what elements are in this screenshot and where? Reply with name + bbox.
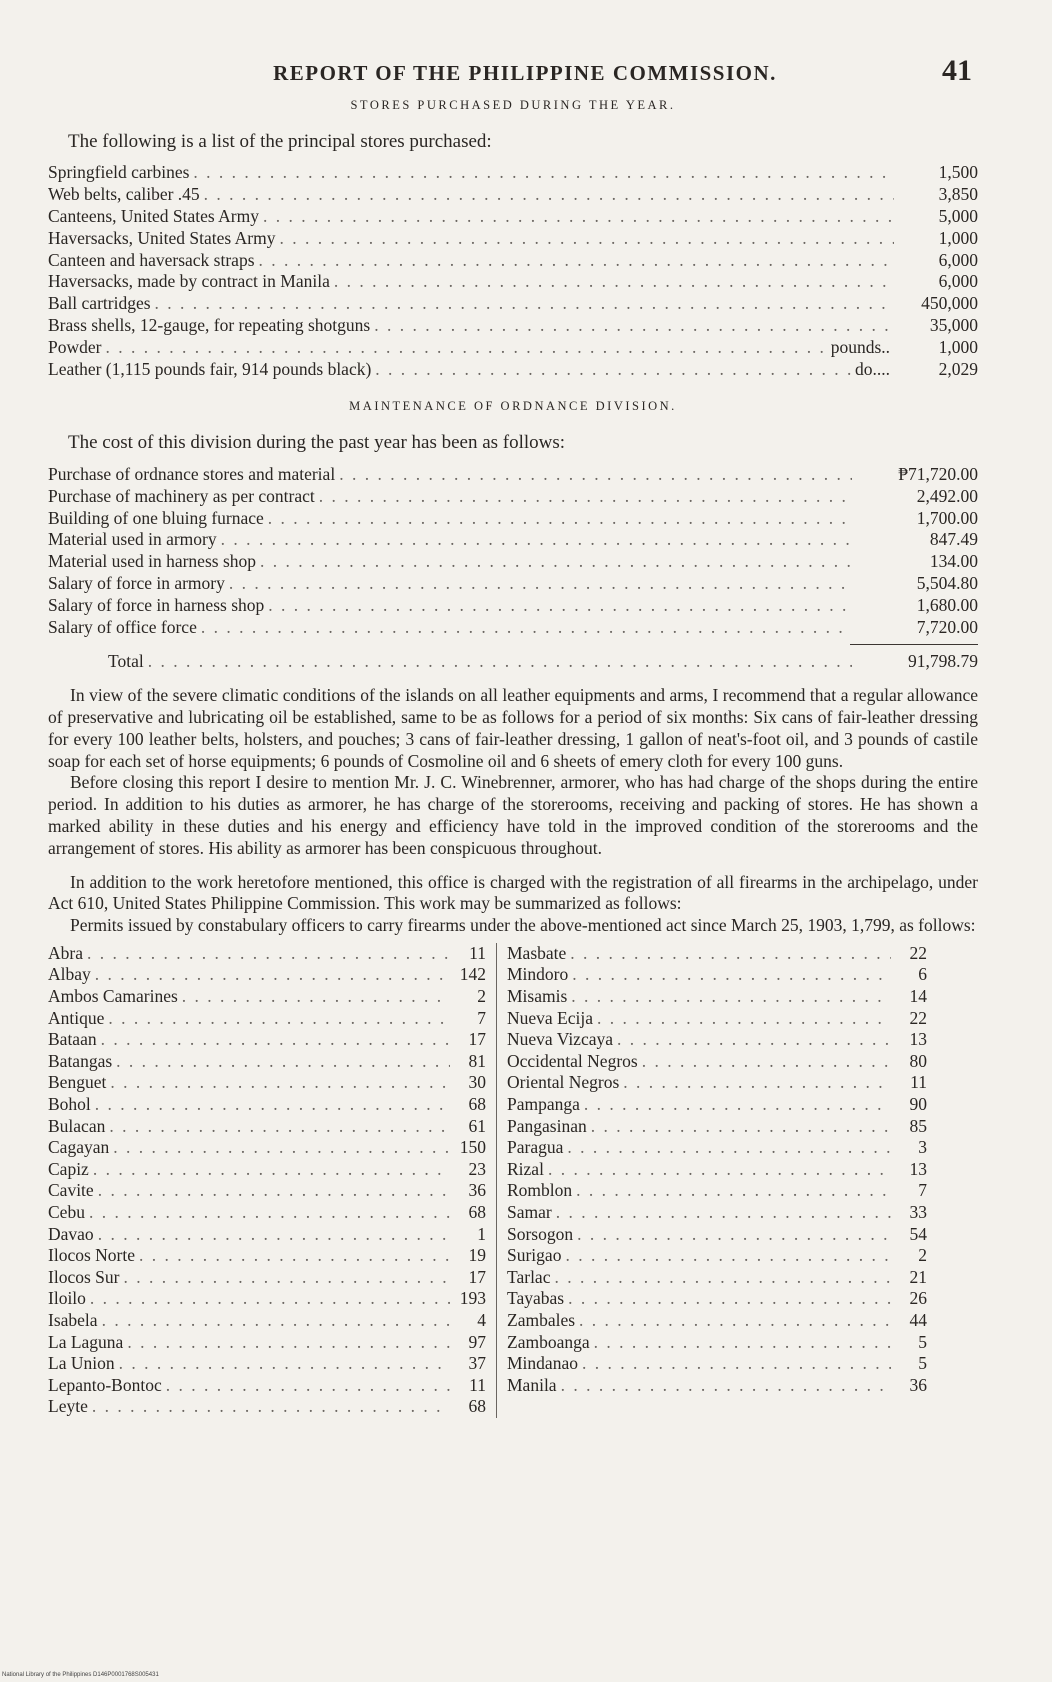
- row-label: Batangas: [48, 1050, 113, 1071]
- row-label: Bulacan: [48, 1115, 106, 1136]
- dot-leader: [139, 1245, 450, 1267]
- row-label: Isabela: [48, 1309, 98, 1330]
- province-row: [507, 1051, 927, 1073]
- row-label: Building of one bluing furnace: [48, 507, 264, 528]
- dot-leader: [572, 964, 891, 986]
- province-row: [48, 1332, 486, 1354]
- province-row: [48, 1202, 486, 1224]
- row-value: 450,000: [921, 293, 978, 314]
- province-row: [507, 1008, 927, 1030]
- row-value: 150: [459, 1137, 486, 1158]
- row-value: 23: [468, 1158, 486, 1179]
- province-row: [48, 964, 486, 986]
- row-value: 6,000: [938, 249, 978, 270]
- dot-leader: [623, 1072, 891, 1094]
- row-value: 1,000: [938, 336, 978, 357]
- dot-leader: [263, 206, 894, 228]
- row-value: ₱71,720.00: [898, 463, 978, 484]
- province-row: [507, 1202, 927, 1224]
- row-label: Zambales: [507, 1309, 576, 1330]
- row-value: 61: [468, 1115, 486, 1136]
- dot-leader: [577, 1224, 891, 1246]
- row-value: 37: [468, 1353, 486, 1374]
- province-row: [48, 1396, 486, 1418]
- row-label: Bataan: [48, 1029, 97, 1050]
- running-title: REPORT OF THE PHILIPPINE COMMISSION.: [273, 61, 777, 85]
- row-label: Leyte: [48, 1396, 88, 1417]
- row-value: 68: [468, 1396, 486, 1417]
- row-label: Haversacks, United States Army: [48, 227, 276, 248]
- scan-credit: National Library of the Philippines D146P0001768S005431: [2, 1672, 159, 1678]
- row-label: Purchase of ordnance stores and material: [48, 463, 336, 484]
- row-label: Web belts, caliber .45: [48, 184, 200, 205]
- row-value: 13: [909, 1158, 927, 1179]
- provinces-table: [48, 943, 978, 1418]
- dot-leader: [155, 293, 894, 315]
- province-row: [48, 1029, 486, 1051]
- row-label: Ambos Camarines: [48, 986, 178, 1007]
- row-label: Occidental Negros: [507, 1050, 638, 1071]
- row-label: Antique: [48, 1007, 105, 1028]
- store-item-row: [48, 337, 978, 359]
- maintenance-intro: The cost of this division during the past year has been as follows:: [68, 432, 566, 454]
- dot-leader: [554, 1267, 891, 1289]
- row-label: Misamis: [507, 986, 568, 1007]
- paragraph-leather-allowance: In view of the severe climatic conditions of the islands on all leather equipments and arms, I recommend that a regular allowance of preservative and lubricating oil be established, same to be as follows for a period of six months: Six cans of fair-leather dressing for every 100 leather belts, holsters, and pouches; 3 cans of fair-leather dressing, 1 gallon of neat's-foot oil, and 3 pounds of castile soap for each set of horse equipments; 6 pounds of Cosmoline oil and 6 sheets of emery cloth for every 100 guns.: [48, 685, 978, 771]
- row-label: Mindoro: [507, 964, 569, 985]
- row-value: 1,700.00: [916, 507, 978, 528]
- province-row: [48, 1375, 486, 1397]
- row-value: 81: [468, 1050, 486, 1071]
- row-value: 1,000: [938, 227, 978, 248]
- province-row: [48, 1245, 486, 1267]
- paragraph-permits: Permits issued by constabulary officers to carry firearms under the above-mentioned act since March 25, 1903, 1,799, as follows:: [70, 915, 976, 936]
- row-value: 7,720.00: [916, 616, 978, 637]
- row-label: Lepanto-Bontoc: [48, 1374, 162, 1395]
- province-row: [507, 964, 927, 986]
- row-value: 33: [909, 1202, 927, 1223]
- row-label: Sorsogon: [507, 1223, 574, 1244]
- row-label: Cavite: [48, 1180, 94, 1201]
- row-value: 5: [918, 1353, 927, 1374]
- cost-item-row: [48, 464, 978, 486]
- province-row: [48, 1180, 486, 1202]
- row-value: 90: [909, 1094, 927, 1115]
- row-value: 11: [910, 1072, 927, 1093]
- store-item-row: [48, 206, 978, 228]
- dot-leader: [591, 1116, 891, 1138]
- province-row: [507, 1332, 927, 1354]
- dot-leader: [193, 162, 894, 184]
- row-value: 5,504.80: [916, 572, 978, 593]
- dot-leader: [582, 1353, 891, 1375]
- dot-leader: [334, 271, 894, 293]
- row-label: La Union: [48, 1353, 115, 1374]
- province-row: [507, 1137, 927, 1159]
- row-value: 22: [909, 942, 927, 963]
- dot-leader: [127, 1332, 450, 1354]
- row-value: 847.49: [929, 529, 978, 550]
- dot-leader: [594, 1332, 891, 1354]
- row-label: Canteens, United States Army: [48, 205, 259, 226]
- row-value: 142: [459, 964, 486, 985]
- row-label: Surigao: [507, 1245, 562, 1266]
- row-label: Tarlac: [507, 1266, 551, 1287]
- row-value: 17: [468, 1266, 486, 1287]
- dot-leader: [259, 250, 894, 272]
- store-item-row: [48, 184, 978, 206]
- dot-leader: [92, 1396, 450, 1418]
- dot-leader: [90, 1288, 450, 1310]
- row-value: 6: [918, 964, 927, 985]
- row-value: 11: [469, 1374, 486, 1395]
- row-value: 1,680.00: [916, 594, 978, 615]
- row-label: Mindanao: [507, 1353, 578, 1374]
- dot-leader: [268, 595, 852, 617]
- store-item-row: [48, 271, 978, 293]
- row-value: 36: [909, 1374, 927, 1395]
- row-label: Cagayan: [48, 1137, 110, 1158]
- dot-leader: [584, 1094, 891, 1116]
- costs-list: [48, 464, 978, 638]
- province-row: [507, 1310, 927, 1332]
- cost-item-row: [48, 529, 978, 551]
- row-value: 14: [909, 986, 927, 1007]
- row-label: Oriental Negros: [507, 1072, 620, 1093]
- dot-leader: [108, 1008, 450, 1030]
- row-value: 134.00: [929, 551, 978, 572]
- province-row: [507, 1375, 927, 1397]
- dot-leader: [260, 551, 852, 573]
- row-value: 3,850: [938, 184, 978, 205]
- row-value: 2: [918, 1245, 927, 1266]
- paragraph-armorer: Before closing this report I desire to mention Mr. J. C. Winebrenner, armorer, who has had charge of the shops during the entire period. In addition to his duties as armorer, he has charge of the storerooms, receiving and packing of stores. He has shown a marked ability in these duties and his energy and efficiency have told in the improved condition of the storerooms and the arrangement of stores. His ability as armorer has been conspicuous throughout.: [48, 772, 978, 858]
- row-label: Albay: [48, 964, 91, 985]
- row-value: 1: [477, 1223, 486, 1244]
- provinces-right-column: [497, 943, 927, 1418]
- province-row: [48, 1116, 486, 1138]
- dot-leader: [561, 1375, 891, 1397]
- maintenance-heading: MAINTENANCE OF ORDNANCE DIVISION.: [349, 399, 677, 414]
- dot-leader: [565, 1245, 891, 1267]
- row-value: 1,500: [938, 162, 978, 183]
- row-label: Material used in armory: [48, 529, 217, 550]
- dot-leader: [568, 1288, 891, 1310]
- dot-leader: [123, 1267, 450, 1289]
- dot-leader: [102, 1310, 450, 1332]
- row-label: Material used in harness shop: [48, 551, 257, 572]
- provinces-left-column: [48, 943, 497, 1418]
- store-item-row: [48, 359, 978, 381]
- province-row: [507, 1180, 927, 1202]
- dot-leader: [87, 943, 450, 965]
- row-label: Zamboanga: [507, 1331, 590, 1352]
- dot-leader: [148, 651, 852, 673]
- row-value: 19: [468, 1245, 486, 1266]
- province-row: [507, 1159, 927, 1181]
- row-label: Davao: [48, 1223, 94, 1244]
- dot-leader: [119, 1353, 450, 1375]
- cost-item-row: [48, 508, 978, 530]
- store-item-row: [48, 250, 978, 272]
- dot-leader: [101, 1029, 450, 1051]
- store-item-row: [48, 293, 978, 315]
- province-row: [507, 986, 927, 1008]
- row-value: 35,000: [929, 314, 978, 335]
- row-label: Tayabas: [507, 1288, 565, 1309]
- row-label: Nueva Vizcaya: [507, 1029, 613, 1050]
- dot-leader: [642, 1051, 891, 1073]
- province-row: [48, 1094, 486, 1116]
- dot-leader: [374, 315, 894, 337]
- row-value: 17: [468, 1029, 486, 1050]
- paragraph-registration: In addition to the work heretofore mentioned, this office is charged with the registration of all firearms in the archipelago, under Act 610, United States Philippine Commission. This work may be summarized as follows:: [48, 871, 978, 914]
- row-label: Salary of force in harness shop: [48, 594, 265, 615]
- row-value: 6,000: [938, 271, 978, 292]
- row-value: 2,029: [938, 358, 978, 379]
- row-label: Abra: [48, 942, 83, 963]
- cost-item-row: [48, 551, 978, 573]
- dot-leader: [109, 1116, 450, 1138]
- row-value: 68: [468, 1094, 486, 1115]
- province-row: [48, 1353, 486, 1375]
- dot-leader: [98, 1180, 450, 1202]
- dot-leader: [339, 464, 852, 486]
- row-label: Purchase of machinery as per contract: [48, 485, 315, 506]
- dot-leader: [95, 964, 450, 986]
- row-value: 21: [909, 1266, 927, 1287]
- province-row: [48, 1224, 486, 1246]
- row-value: 2: [477, 986, 486, 1007]
- province-row: [48, 1051, 486, 1073]
- row-label: Haversacks, made by contract in Manila: [48, 271, 330, 292]
- row-value: 5,000: [938, 205, 978, 226]
- row-label: Rizal: [507, 1158, 544, 1179]
- row-label: Brass shells, 12-gauge, for repeating shotguns: [48, 314, 371, 335]
- province-row: [507, 1353, 927, 1375]
- dot-leader: [204, 184, 894, 206]
- row-label: Ball cartridges: [48, 293, 151, 314]
- province-row: [507, 1116, 927, 1138]
- province-row: [507, 1245, 927, 1267]
- row-value: 68: [468, 1202, 486, 1223]
- dot-leader: [279, 228, 894, 250]
- province-row: [48, 1288, 486, 1310]
- row-label: Canteen and haversack straps: [48, 249, 255, 270]
- store-item-row: [48, 162, 978, 184]
- row-label: La Laguna: [48, 1331, 124, 1352]
- dot-leader: [229, 573, 852, 595]
- total-row: [48, 651, 978, 673]
- cost-item-row: [48, 617, 978, 639]
- dot-leader: [182, 986, 450, 1008]
- dot-leader: [571, 986, 891, 1008]
- stores-intro: The following is a list of the principal stores purchased:: [68, 130, 492, 152]
- province-row: [507, 1224, 927, 1246]
- row-label: Benguet: [48, 1072, 107, 1093]
- stores-heading: STORES PURCHASED DURING THE YEAR.: [350, 97, 676, 112]
- row-value: 85: [909, 1115, 927, 1136]
- province-row: [507, 1288, 927, 1310]
- cost-item-row: [48, 595, 978, 617]
- province-row: [507, 1029, 927, 1051]
- row-value: 22: [909, 1007, 927, 1028]
- row-value: 4: [477, 1309, 486, 1330]
- dot-leader: [375, 359, 851, 381]
- dot-leader: [113, 1137, 450, 1159]
- row-label: Nueva Ecija: [507, 1007, 593, 1028]
- store-item-row: [48, 315, 978, 337]
- row-value: 7: [477, 1007, 486, 1028]
- dot-leader: [556, 1202, 891, 1224]
- row-label: Masbate: [507, 942, 567, 963]
- row-value: 36: [468, 1180, 486, 1201]
- dot-leader: [576, 1180, 891, 1202]
- dot-leader: [105, 337, 826, 359]
- row-label: Romblon: [507, 1180, 573, 1201]
- row-label: Leather (1,115 pounds fair, 914 pounds black): [48, 358, 372, 379]
- province-row: [48, 986, 486, 1008]
- row-value: 11: [469, 942, 486, 963]
- dot-leader: [617, 1029, 891, 1051]
- dot-leader: [319, 486, 852, 508]
- row-label: Ilocos Sur: [48, 1266, 120, 1287]
- row-unit: do....: [855, 358, 890, 379]
- row-label: Paragua: [507, 1137, 564, 1158]
- dot-leader: [268, 508, 852, 530]
- row-value: 5: [918, 1331, 927, 1352]
- row-value: 193: [459, 1288, 486, 1309]
- province-row: [507, 1072, 927, 1094]
- province-row: [507, 1267, 927, 1289]
- row-value: 97: [468, 1331, 486, 1352]
- row-value: 3: [918, 1137, 927, 1158]
- stores-list: [48, 162, 978, 380]
- row-label: Samar: [507, 1202, 552, 1223]
- row-value: 2,492.00: [916, 485, 978, 506]
- dot-leader: [567, 1137, 891, 1159]
- province-row: [48, 1072, 486, 1094]
- total-label: Total: [108, 651, 144, 672]
- cost-item-row: [48, 573, 978, 595]
- province-row: [48, 943, 486, 965]
- row-label: Bohol: [48, 1094, 91, 1115]
- row-value: 30: [468, 1072, 486, 1093]
- dot-leader: [221, 529, 852, 551]
- total-rule: [850, 644, 978, 645]
- province-row: [507, 1094, 927, 1116]
- row-label: Pampanga: [507, 1094, 580, 1115]
- province-row: [48, 1310, 486, 1332]
- dot-leader: [116, 1051, 450, 1073]
- row-label: Capiz: [48, 1158, 89, 1179]
- row-value: 54: [909, 1223, 927, 1244]
- total-value: 91,798.79: [908, 651, 978, 672]
- document-page: [48, 54, 978, 1418]
- province-row: [48, 1267, 486, 1289]
- row-label: Powder: [48, 336, 102, 357]
- row-value: 80: [909, 1050, 927, 1071]
- row-label: Manila: [507, 1374, 557, 1395]
- row-label: Springfield carbines: [48, 162, 190, 183]
- dot-leader: [548, 1159, 891, 1181]
- page-number: 41: [942, 54, 972, 87]
- province-row: [48, 1008, 486, 1030]
- row-label: Salary of force in armory: [48, 572, 225, 593]
- row-label: Cebu: [48, 1202, 85, 1223]
- row-value: 26: [909, 1288, 927, 1309]
- dot-leader: [166, 1375, 450, 1397]
- dot-leader: [110, 1072, 450, 1094]
- store-item-row: [48, 228, 978, 250]
- dot-leader: [570, 943, 891, 965]
- dot-leader: [597, 1008, 891, 1030]
- row-label: Pangasinan: [507, 1115, 587, 1136]
- province-row: [48, 1137, 486, 1159]
- row-unit: pounds..: [830, 336, 890, 357]
- row-label: Iloilo: [48, 1288, 86, 1309]
- dot-leader: [93, 1159, 450, 1181]
- page-header: [48, 54, 978, 87]
- province-row: [48, 1159, 486, 1181]
- row-value: 13: [909, 1029, 927, 1050]
- dot-leader: [579, 1310, 891, 1332]
- row-label: Ilocos Norte: [48, 1245, 135, 1266]
- dot-leader: [201, 617, 852, 639]
- row-value: 44: [909, 1309, 927, 1330]
- row-label: Salary of office force: [48, 616, 197, 637]
- dot-leader: [95, 1094, 450, 1116]
- cost-item-row: [48, 486, 978, 508]
- dot-leader: [89, 1202, 450, 1224]
- dot-leader: [98, 1224, 450, 1246]
- province-row: [507, 943, 927, 965]
- row-value: 7: [918, 1180, 927, 1201]
